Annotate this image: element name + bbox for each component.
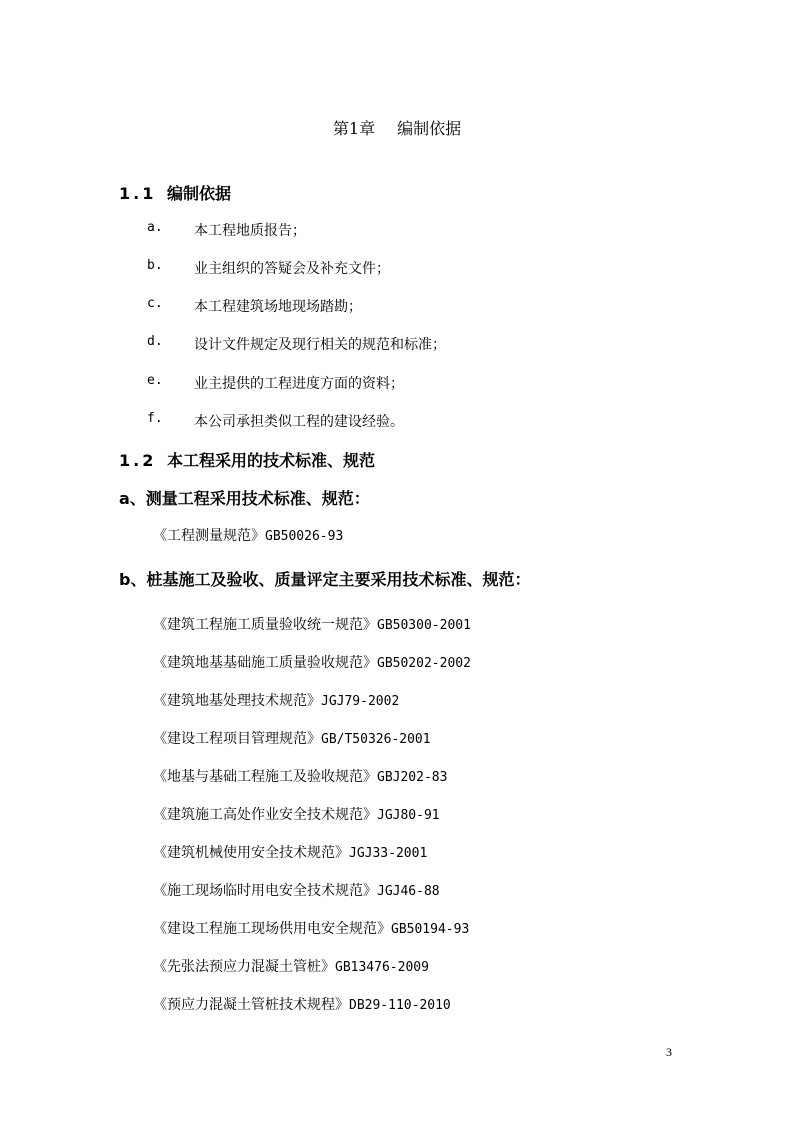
list-item-text: 设计文件规定及现行相关的规范和标准； [194,337,446,353]
section-2-number: 1.2 [119,451,157,470]
list-item [0,220,794,240]
list-item-text: 业主组织的答疑会及补充文件； [194,261,390,277]
list-item-text: 本公司承担类似工程的建设经验。 [194,414,404,430]
list-item [0,373,794,393]
list-item-letter: e. [147,373,163,388]
group-b-heading: b、桩基施工及验收、质量评定主要采用技术标准、规范： [119,570,531,589]
standard-code: GB50202-2002 [377,656,471,671]
standard-item [153,918,469,938]
section-1-number: 1.1 [119,184,157,203]
standard-name: 《建设工程施工现场供用电安全规范》 [153,921,391,937]
chapter-number: 第1章 [332,119,376,138]
list-item [0,411,794,431]
standard-name: 《建筑地基基础施工质量验收规范》 [153,655,377,671]
standard-name: 《预应力混凝土管桩技术规程》 [153,997,349,1013]
standard-name: 《地基与基础工程施工及验收规范》 [153,769,377,785]
standard-code: JGJ46-88 [377,884,440,899]
standard-code: GBJ202-83 [377,770,448,785]
chapter-heading [0,116,794,139]
list-item-letter: f. [147,411,163,426]
section-1-heading [119,181,231,204]
list-item [0,296,794,316]
standard-name: 《先张法预应力混凝土管桩》 [153,959,335,975]
standard-code: GB13476-2009 [335,960,429,975]
standard-code: GB50300-2001 [377,618,471,633]
list-item [0,334,794,354]
list-item-letter: c. [147,296,163,311]
standard-item [153,842,427,862]
list-item [0,258,794,278]
standard-code: JGJ80-91 [377,808,440,823]
section-1-title: 编制依据 [167,184,232,203]
standard-item [153,690,399,710]
list-item-letter: b. [147,258,163,273]
standard-item [153,994,451,1014]
standard-code: JGJ79-2002 [321,694,400,709]
standard-name: 《工程测量规范》 [153,528,265,544]
list-item-letter: a. [147,220,163,235]
standard-code: GB50194-93 [391,922,470,937]
page-number: 3 [666,1045,672,1059]
group-a-heading: a、测量工程采用技术标准、规范： [119,489,370,508]
standard-item [153,728,431,748]
standard-name: 《施工现场临时用电安全技术规范》 [153,883,377,899]
standard-code: DB29-110-2010 [349,998,451,1013]
standard-item [153,956,429,976]
section-2-heading [119,448,375,471]
standard-item [153,614,471,634]
list-item-text: 本工程地质报告； [194,223,306,239]
standard-code: GB/T50326-2001 [321,732,431,747]
standard-item [153,880,440,900]
standard-item [153,804,440,824]
list-item-text: 业主提供的工程进度方面的资料； [194,376,404,392]
standard-item [153,525,343,545]
standard-name: 《建筑地基处理技术规范》 [153,693,321,709]
standard-item [153,766,447,786]
list-item-text: 本工程建筑场地现场踏勘； [194,299,362,315]
standard-code: JGJ33-2001 [349,846,428,861]
standard-name: 《建筑机械使用安全技术规范》 [153,845,349,861]
chapter-title: 编制依据 [397,119,462,138]
section-2-title: 本工程采用的技术标准、规范 [167,451,376,470]
standard-item [153,652,471,672]
standard-code: GB50026-93 [265,529,344,544]
standard-name: 《建设工程项目管理规范》 [153,731,321,747]
standard-name: 《建筑工程施工质量验收统一规范》 [153,617,377,633]
list-item-letter: d. [147,334,163,349]
standard-name: 《建筑施工高处作业安全技术规范》 [153,807,377,823]
